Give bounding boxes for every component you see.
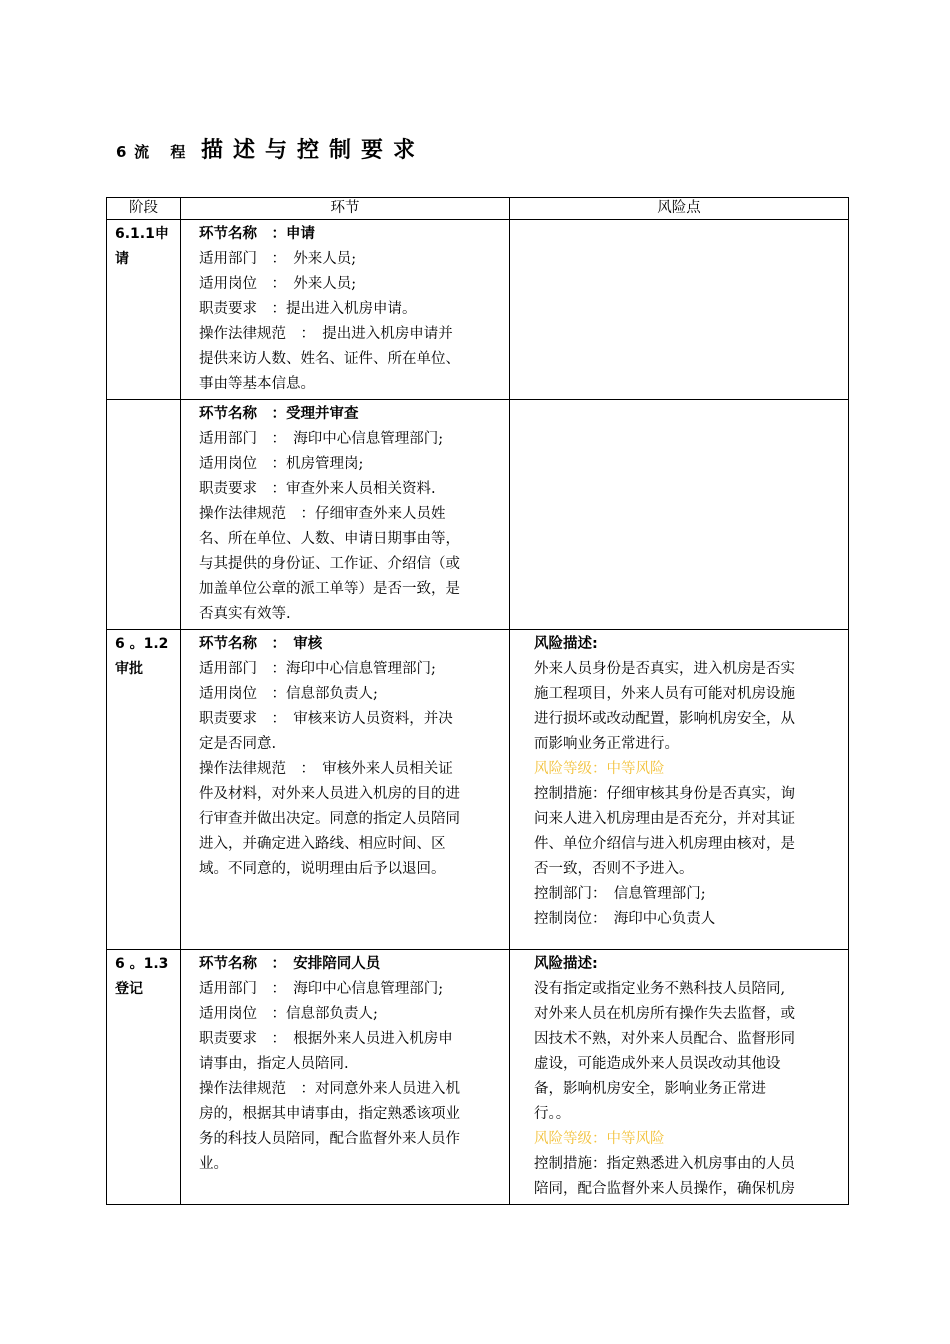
step-line: 适用部门 ： 海印中心信息管理部门; [199,431,444,447]
step-cell [181,400,510,630]
step-line: 适用部门 ：海印中心信息管理部门; [199,661,436,677]
step-name: 环节名称 ： 审核 [199,636,323,652]
step-name: 环节名称 ： 安排陪同人员 [199,956,381,972]
process-table [106,197,849,1205]
risk-line: 行。。 [534,1106,571,1122]
risk-level: 风险等级：中等风险 [534,1131,665,1147]
risk-line: 备，影响机房安全，影响业务正常进 [534,1081,766,1097]
stage-label: 6.1.1申 [115,226,169,242]
step-line: 适用部门 ： 海印中心信息管理部门; [199,981,444,997]
risk-line: 施工程项目，外来人员有可能对机房设施 [534,686,795,702]
risk-line: 外来人员身份是否真实，进入机房是否实 [534,661,795,677]
step-line: 适用岗位 ： 外来人员; [199,276,357,292]
step-line: 定是否同意. [199,736,277,752]
step-line: 加盖单位公章的派工单等）是否一致，是 [199,581,460,597]
step-line: 事由等基本信息。 [199,376,315,392]
risk-title: 风险描述: [534,636,598,652]
step-cell [181,950,510,1205]
table-header-row [107,198,849,220]
table-row [107,630,849,950]
step-name: 环节名称 ：受理并审查 [199,406,359,422]
risk-level: 风险等级：中等风险 [534,761,665,777]
heading-number: 6 [116,143,127,161]
step-line: 务的科技人员陪同，配合监督外来人员作 [199,1131,460,1147]
step-cell [181,220,510,400]
step-line: 职责要求 ：提出进入机房申请。 [199,301,417,317]
step-line: 操作法律规范 ： 提出进入机房申请并 [199,326,453,342]
step-name: 环节名称 ：申请 [199,226,315,242]
step-line: 提供来访人数、姓名、证件、所在单位、 [199,351,460,367]
control-line: 控制部门： 信息管理部门; [534,886,706,902]
risk-line: 进行损坏或改动配置，影响机房安全，从 [534,711,795,727]
step-line: 适用岗位 ：信息部负责人; [199,686,378,702]
step-line: 行审查并做出决定。同意的指定人员陪同 [199,811,460,827]
step-line: 操作法律规范 ：对同意外来人员进入机 [199,1081,460,1097]
step-line: 进入，并确定进入路线、相应时间、区 [199,836,446,852]
step-line: 操作法律规范 ：仔细审查外来人员姓 [199,506,446,522]
table-row [107,950,849,1205]
control-line: 问来人进入机房理由是否充分，并对其证 [534,811,795,827]
step-line: 职责要求 ：审查外来人员相关资料. [199,481,436,497]
risk-line: 对外来人员在机房所有操作失去监督，或 [534,1006,795,1022]
risk-cell [510,630,849,950]
stage-label: 审批 [115,661,143,677]
step-cell [181,630,510,950]
stage-cell [107,400,181,630]
stage-cell [107,950,181,1205]
risk-title: 风险描述: [534,956,598,972]
step-line: 操作法律规范 ： 审核外来人员相关证 [199,761,453,777]
step-line: 与其提供的身份证、工作证、介绍信（或 [199,556,460,572]
risk-line: 没有指定或指定业务不熟科技人员陪同, [534,981,786,997]
stage-cell [107,220,181,400]
heading-part-b: 描述与控制要求 [201,138,426,163]
step-line: 适用岗位 ：信息部负责人; [199,1006,378,1022]
stage-cell [107,630,181,950]
risk-line: 虚设，可能造成外来人员误改动其他设 [534,1056,781,1072]
stage-label: 登记 [115,981,143,997]
control-line: 控制措施：仔细审核其身份是否真实，询 [534,786,795,802]
step-line: 适用岗位 ：机房管理岗; [199,456,364,472]
control-line: 控制岗位： 海印中心负责人 [534,911,716,927]
risk-cell [510,950,849,1205]
step-line: 否真实有效等. [199,606,291,622]
table-row [107,400,849,630]
step-line: 房的，根据其申请事由，指定熟悉该项业 [199,1106,460,1122]
step-line: 域。不同意的，说明理由后予以退回。 [199,861,446,877]
control-line: 陪同，配合监督外来人员操作，确保机房 [534,1181,795,1197]
header-risk: 风险点 [510,198,849,220]
risk-line: 而影响业务正常进行。 [534,736,679,752]
step-line: 件及材料，对外来人员进入机房的目的进 [199,786,460,802]
stage-label: 6 。1.2 [115,636,169,652]
step-line: 业。 [199,1156,228,1172]
risk-cell [510,220,849,400]
header-stage: 阶段 [107,198,181,220]
control-line: 控制措施：指定熟悉进入机房事由的人员 [534,1156,795,1172]
control-line: 件、单位介绍信与进入机房理由核对，是 [534,836,795,852]
control-line: 否一致，否则不予进入。 [534,861,694,877]
step-line: 请事由，指定人员陪同. [199,1056,349,1072]
risk-line: 因技术不熟，对外来人员配合、监督形同 [534,1031,795,1047]
heading-part-a: 流 程 [134,143,194,161]
step-line: 名、所在单位、人数、申请日期事由等， [199,531,460,547]
risk-cell [510,400,849,630]
page-title [116,133,425,164]
table-row [107,220,849,400]
step-line: 职责要求 ： 根据外来人员进入机房申 [199,1031,453,1047]
header-step: 环节 [181,198,510,220]
stage-label: 6 。1.3 [115,956,169,972]
stage-label: 请 [115,251,129,267]
step-line: 职责要求 ： 审核来访人员资料，并决 [199,711,453,727]
step-line: 适用部门 ： 外来人员; [199,251,357,267]
